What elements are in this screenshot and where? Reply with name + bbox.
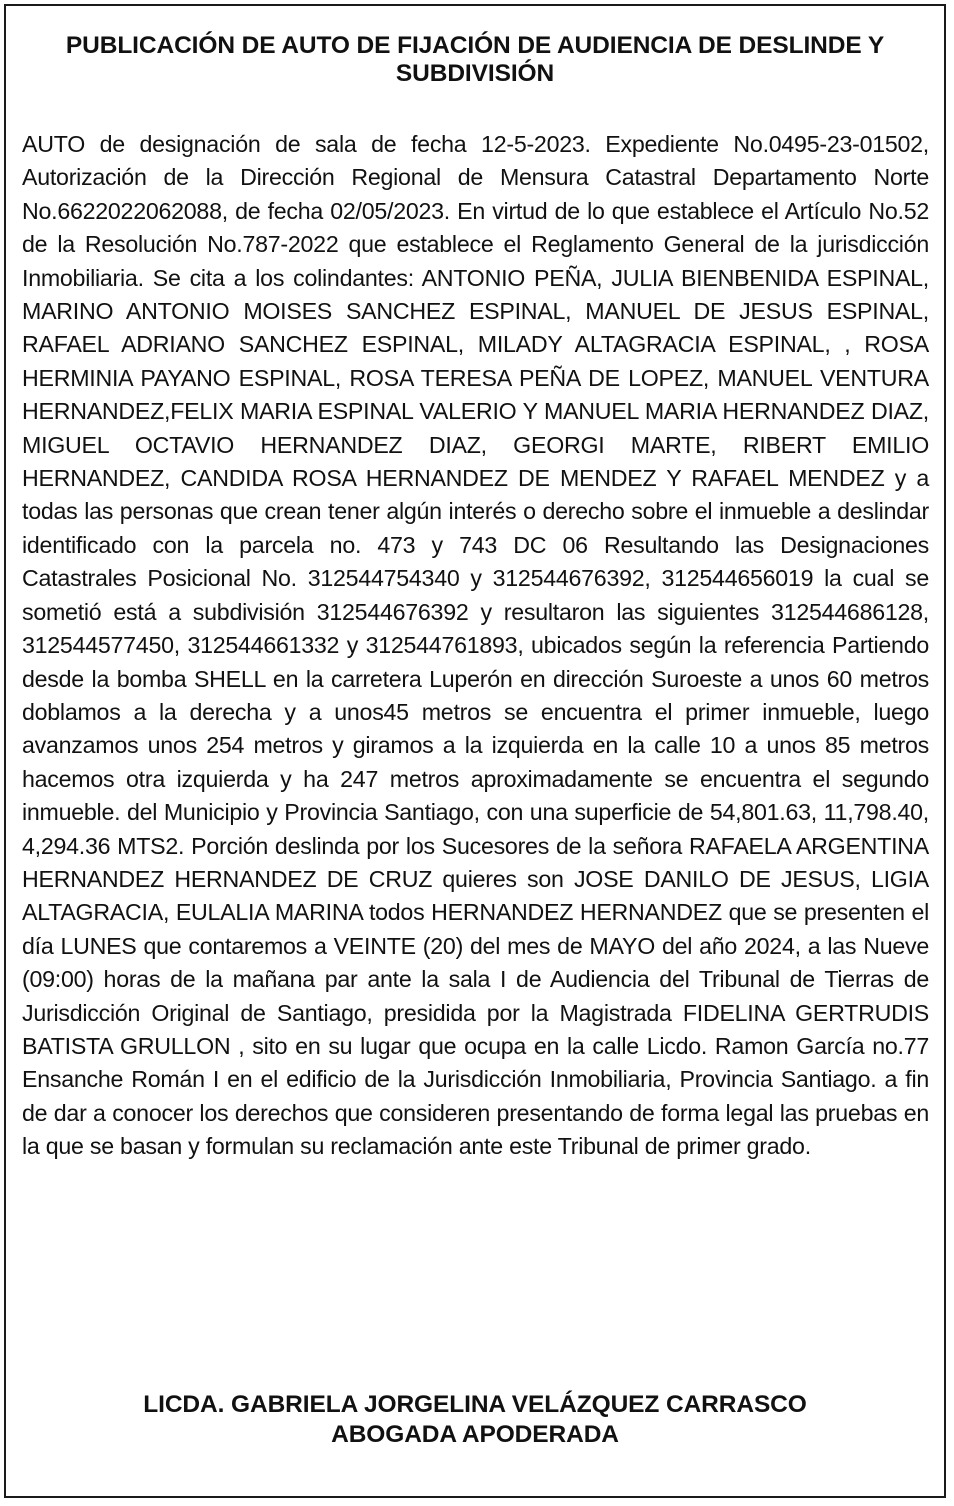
signature-block [26,1390,924,1450]
notice-body: AUTO de designación de sala de fecha 12-5-2023. Expediente No.0495-23-01502, Autorización de la Dirección Regional de Mensura Catastral Departamento Norte No.6622022062088, de fecha 02/05/2023. En virtud de lo que establece el Artículo No.52 de la Resolución No.787-2022 que establece el Reglamento General de la jurisdicción Inmobiliaria. Se cita a los colindantes: ANTONIO PEÑA, JULIA BIENBENIDA ESPINAL, MARINO ANTONIO MOISES SANCHEZ ESPINAL, MANUEL DE JESUS ESPINAL, RAFAEL ADRIANO SANCHEZ ESPINAL, MILADY ALTAGRACIA ESPINAL, , ROSA HERMINIA PAYANO ESPINAL, ROSA TERESA PEÑA DE LOPEZ, MANUEL VENTURA HERNANDEZ,FELIX MARIA ESPINAL VALERIO Y MANUEL MARIA HERNANDEZ DIAZ, MIGUEL OCTAVIO HERNANDEZ DIAZ, GEORGI MARTE, RIBERT EMILIO HERNANDEZ, CANDIDA ROSA HERNANDEZ DE MENDEZ Y RAFAEL MENDEZ y a todas las personas que crean tener algún interés o derecho sobre el inmueble a deslindar identificado con la parcela no. 473 y 743 DC 06 Resultando las Designaciones Catastrales Posicional No. 312544754340 y 312544676392, 312544656019 la cual se sometió está a subdivisión 312544676392 y resultaron las siguientes 312544686128, 312544577450, 312544661332 y 312544761893, ubicados según la referencia Partiendo desde la bomba SHELL en la carretera Luperón en dirección Suroeste a unos 60 metros doblamos a la derecha y a unos45 metros se encuentra el primer inmueble, luego avanzamos unos 254 metros y giramos a la izquierda en la calle 10 a unos 85 metros hacemos otra izquierda y ha 247 metros aproximadamente se encuentra el segundo inmueble. del Municipio y Provincia Santiago, con una superficie de 54,801.63, 11,798.40, 4,294.36 MTS2. Porción deslinda por los Sucesores de la señora RAFAELA ARGENTINA HERNANDEZ HERNANDEZ DE CRUZ quieres son JOSE DANILO DE JESUS, LIGIA ALTAGRACIA, EULALIA MARINA todos HERNANDEZ HERNANDEZ que se presenten el día LUNES que contaremos a VEINTE (20) del mes de MAYO del año 2024, a las Nueve (09:00) horas de la mañana par ante la sala I de Audiencia del Tribunal de Tierras de Jurisdicción Original de Santiago, presidida por la Magistrada FIDELINA GERTRUDIS BATISTA GRULLON , sito en su lugar que ocupa en la calle Licdo. Ramon García no.77 Ensanche Román I en el edificio de la Jurisdicción Inmobiliaria, Provincia Santiago. a fin de dar a conocer los derechos que consideren presentando de forma legal las pruebas en la que se basan y formulan su reclamación ante este Tribunal de primer grado. [22,131,929,1160]
legal-notice [4,4,946,1498]
signatory-role: ABOGADA APODERADA [331,1421,619,1448]
signatory-name: LICDA. GABRIELA JORGELINA VELÁZQUEZ CARRASCO [143,1391,807,1418]
notice-title: PUBLICACIÓN DE AUTO DE FIJACIÓN DE AUDIENCIA DE DESLINDE Y SUBDIVISIÓN [65,32,885,87]
